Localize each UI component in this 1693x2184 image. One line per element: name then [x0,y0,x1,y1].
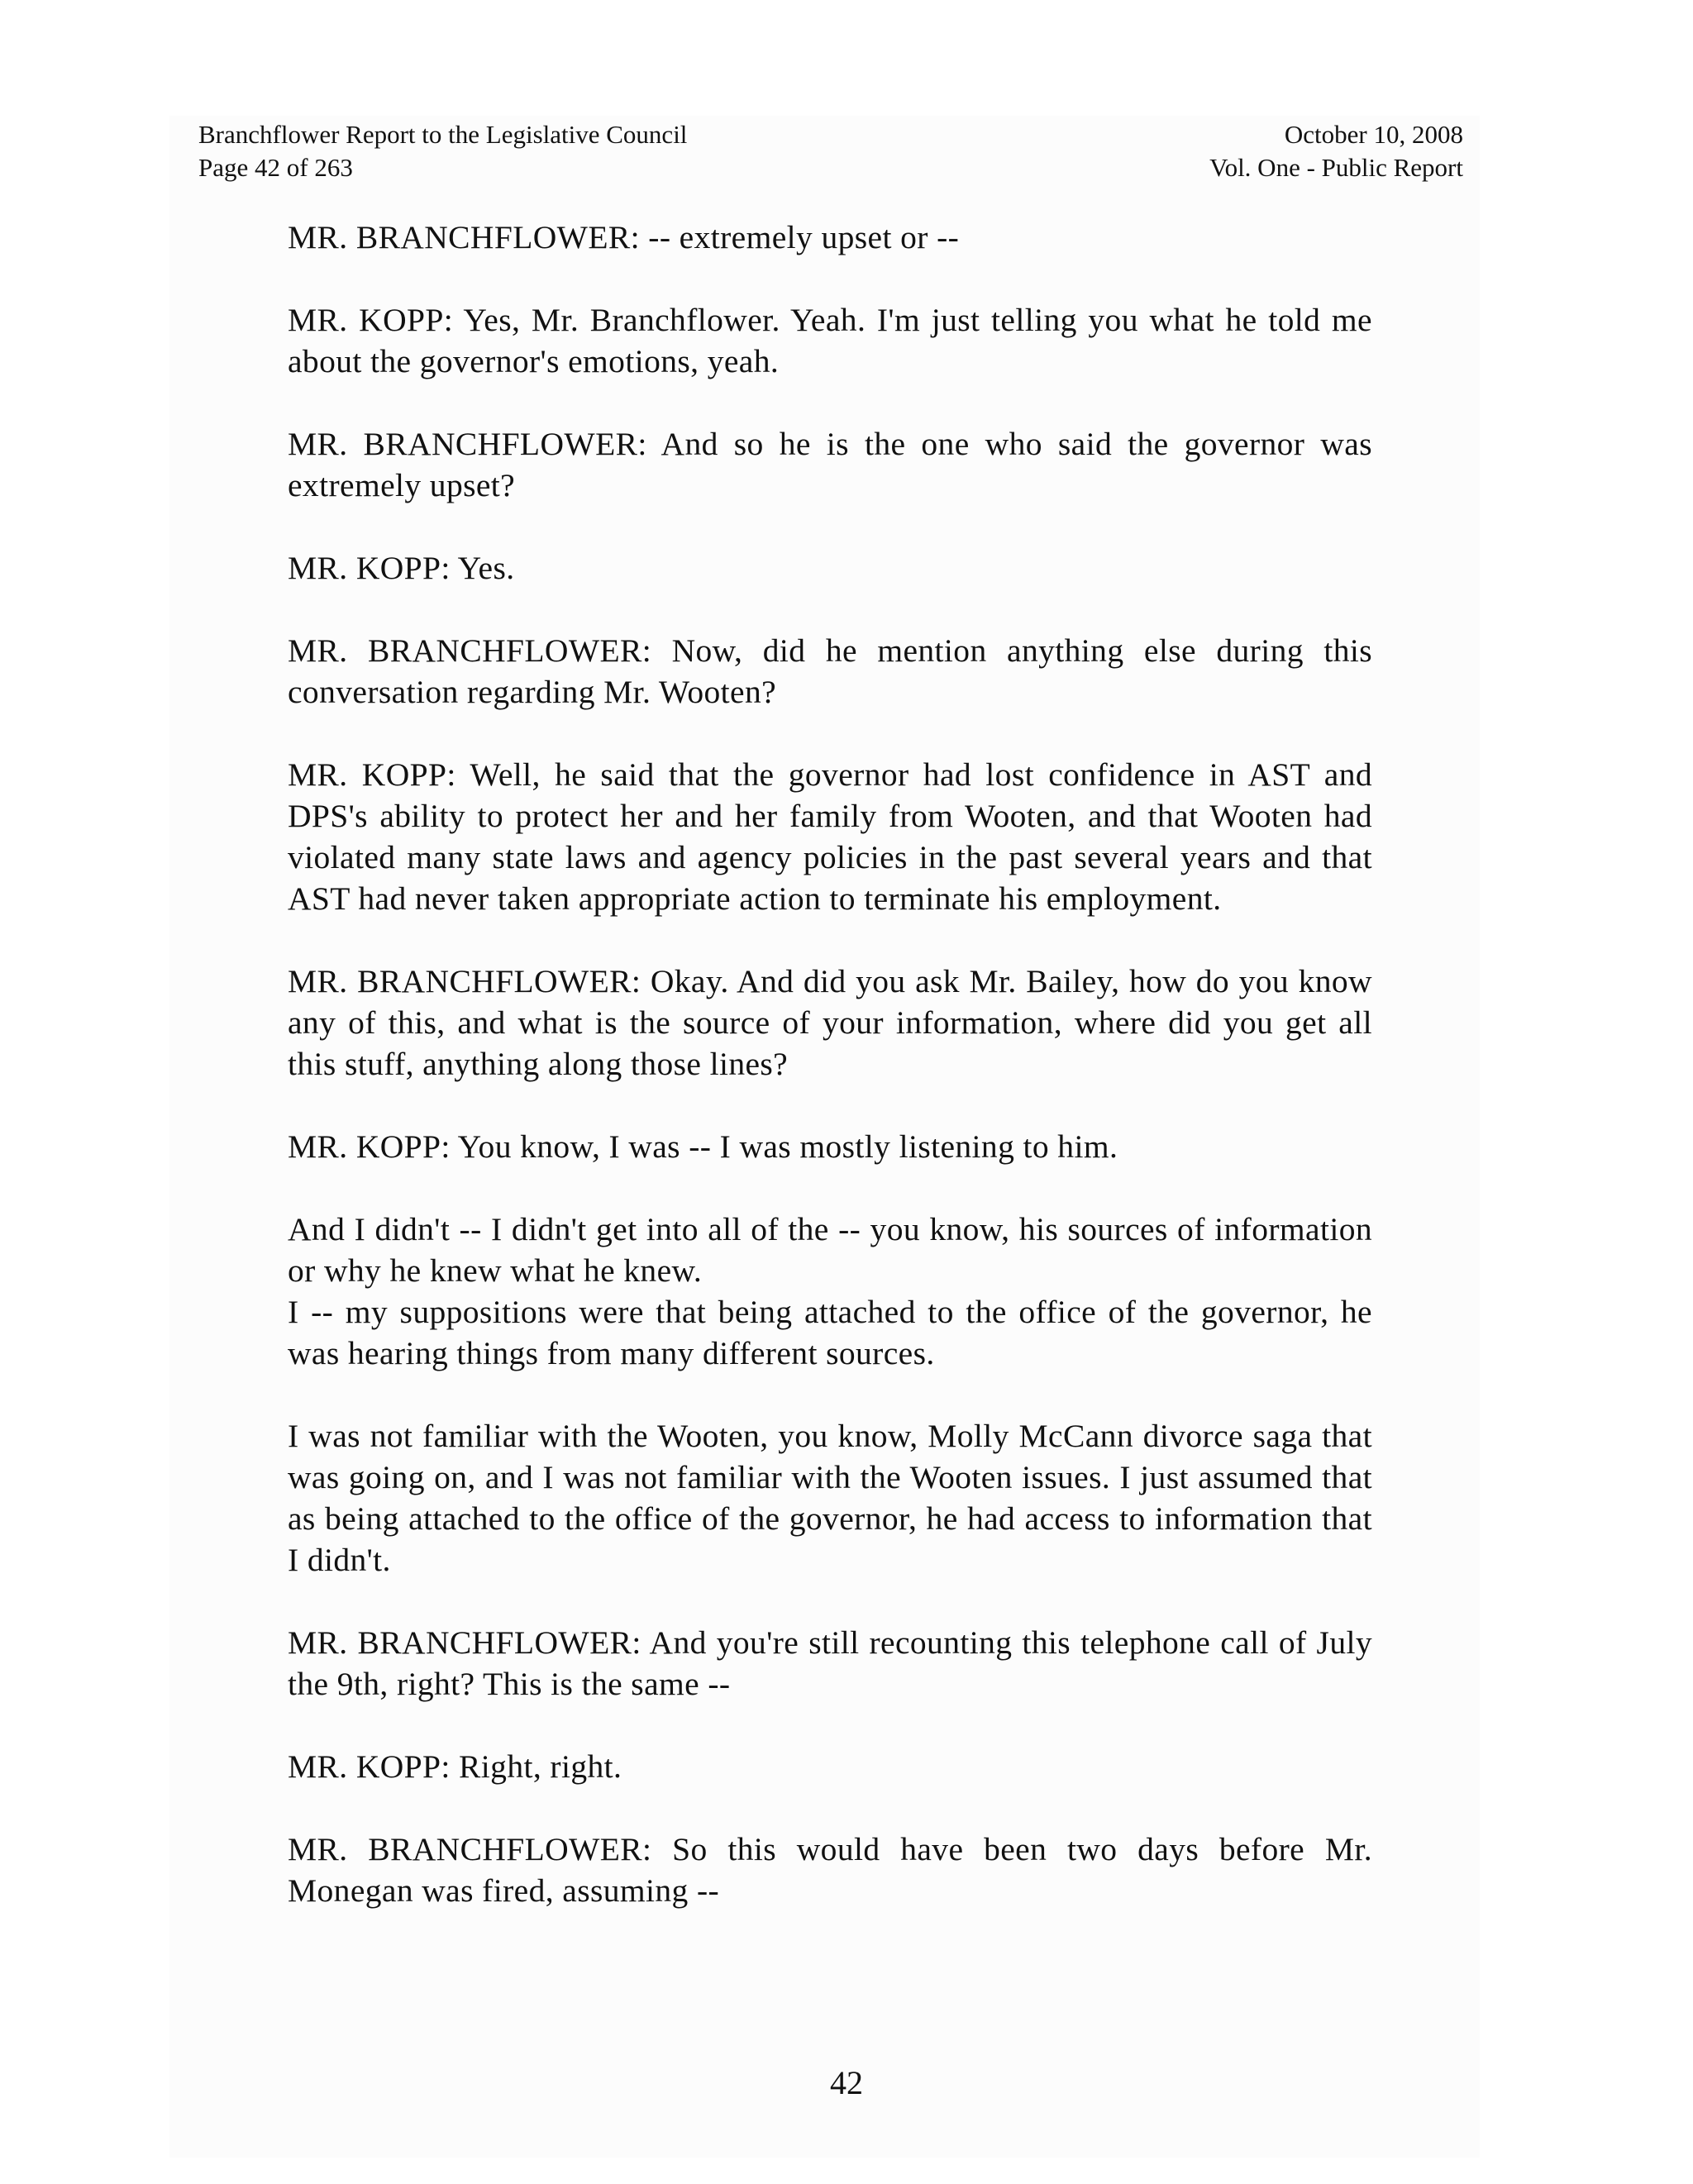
transcript-paragraph: MR. BRANCHFLOWER: And so he is the one who said the governor was extremely upset? [288,426,1372,503]
transcript-paragraph: MR. BRANCHFLOWER: And you're still recounting this telephone call of July the 9th, right? This is the same -- [288,1624,1372,1702]
transcript-paragraph: MR. KOPP: Right, right. [288,1748,622,1785]
transcript-paragraph: I -- my suppositions were that being attached to the office of the governor, he was hearing things from many different sources. [288,1294,1372,1371]
page-count: Page 42 of 263 [198,153,353,182]
transcript-body [288,217,1372,1953]
volume-label: Vol. One - Public Report [1209,153,1463,182]
transcript-paragraph: MR. BRANCHFLOWER: Now, did he mention anything else during this conversation regarding Mr. Wooten? [288,632,1372,710]
transcript-paragraph: MR. BRANCHFLOWER: Okay. And did you ask Mr. Bailey, how do you know any of this, and what is the source of your information, where did you get all this stuff, anything along those lines? [288,963,1372,1082]
page-number: 42 [830,2064,863,2101]
running-header-left [198,118,687,184]
report-title: Branchflower Report to the Legislative Council [198,120,688,149]
transcript-paragraph: And I didn't -- I didn't get into all of the -- you know, his sources of information or why he knew what he knew. [288,1211,1372,1289]
transcript-paragraph: MR. KOPP: Yes. [288,550,515,586]
transcript-paragraph: MR. KOPP: Yes, Mr. Branchflower. Yeah. I'm just telling you what he told me about the governor's emotions, yeah. [288,302,1372,379]
transcript-paragraph: MR. BRANCHFLOWER: -- extremely upset or -- [288,219,960,255]
transcript-paragraph: MR. KOPP: You know, I was -- I was mostly listening to him. [288,1128,1118,1165]
report-date: October 10, 2008 [1284,120,1463,149]
running-header-right [1209,118,1463,184]
transcript-paragraph: I was not familiar with the Wooten, you know, Molly McCann divorce saga that was going on, and I was not familiar with the Wooten issues. I just assumed that as being attached to the office of the governor, he had access to information that I didn't. [288,1418,1372,1578]
transcript-paragraph: MR. BRANCHFLOWER: So this would have been two days before Mr. Monegan was fired, assuming -- [288,1831,1372,1909]
transcript-paragraph: MR. KOPP: Well, he said that the governor had lost confidence in AST and DPS's ability to protect her and her family from Wooten, and that Wooten had violated many state laws and agency policies in the past several years and that AST had never taken appropriate action to terminate his employment. [288,756,1372,917]
